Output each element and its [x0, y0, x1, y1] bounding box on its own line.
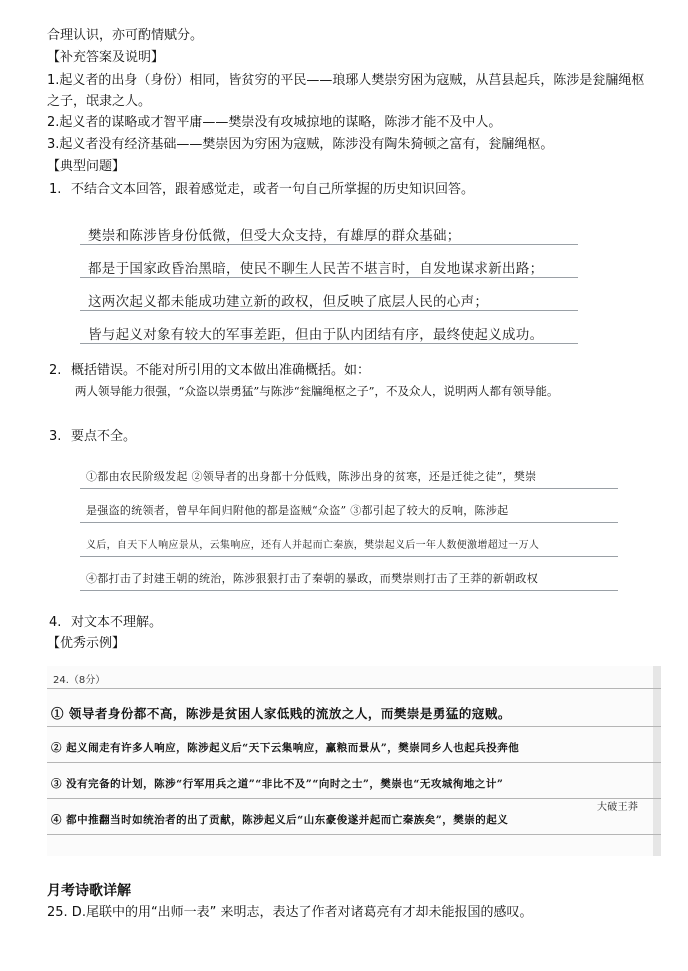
answer-sheet-scan — [47, 666, 661, 856]
typical-item-1 — [49, 180, 474, 200]
excellent-line-2: ② 起义闹走有许多人响应，陈涉起义后“天下云集响应，赢粮而景从”，樊崇同乡人也起兵投奔他 — [51, 742, 520, 754]
scan-edge — [653, 666, 661, 856]
supplement-item-2: 2.起义者的谋略或才智平庸——樊崇没有攻城掠地的谋略，陈涉才能不及中人。 — [47, 115, 502, 130]
supplement-heading: 【补充答案及说明】 — [47, 50, 165, 65]
ruled-line — [80, 244, 578, 245]
ruled-line — [80, 277, 578, 278]
ruled-line — [47, 834, 661, 835]
hw-line-1: 樊崇和陈涉皆身份低微，但受大众支持，有雄厚的群众基础； — [88, 228, 461, 244]
item-number: 1. — [49, 182, 62, 197]
item-number: 2. — [49, 363, 62, 378]
excellent-heading: 【优秀示例】 — [47, 636, 126, 651]
intro-line: 合理认识，亦可酌情赋分。 — [47, 28, 204, 43]
poetry-line: 25. D.尾联中的用“出师一表” 来明志，表达了作者对诸葛亮有才却未能报国的感叹。 — [47, 905, 533, 920]
ruled-line — [80, 310, 578, 311]
hw-line-4: 皆与起义对象有较大的军事差距，但由于队内团结有序，最终使起义成功。 — [88, 327, 544, 343]
ruled-line — [47, 762, 661, 763]
supplement-item-3: 3.起义者没有经济基础——樊崇因为穷困为寇贼，陈涉没有陶朱猗顿之富有，瓮牖绳枢。 — [47, 137, 554, 152]
typical-item-2 — [49, 361, 370, 381]
hw-line-4: ④都打击了封建王朝的统治，陈涉狠狠打击了秦朝的暴政，而樊崇则打击了王莽的新朝政权 — [86, 572, 538, 585]
typical-example: 两人领导能力很强，“众盗以崇勇猛”与陈涉“瓮牖绳枢之子”，不及众人，说明两人都有领导能。 — [75, 384, 559, 398]
handwritten-answer-1 — [80, 212, 578, 352]
item-number: 3. — [49, 429, 62, 444]
item-text: 要点不全。 — [71, 429, 137, 444]
ruled-line — [80, 556, 618, 557]
ruled-line — [47, 798, 661, 799]
item-text: 概括错误。不能对所引用的文本做出准确概括。如： — [71, 363, 371, 378]
item-number: 4. — [49, 615, 62, 630]
hw-line-2: 都是于国家政昏治黑暗，使民不聊生人民苦不堪言时，自发地谋求新出路； — [88, 261, 544, 277]
handwritten-answer-3 — [80, 456, 618, 598]
typical-item-3 — [49, 427, 136, 447]
excellent-line-3: ③ 没有完备的计划，陈涉“行军用兵之道”“非比不及”“向时之士”，樊崇也“无攻城徇地之计” — [51, 778, 504, 790]
excellent-line-4: ④ 都中推翻当时如统治者的出了贡献，陈涉起义后“山东豪俊遂并起而亡秦族矣”，樊崇的起义 — [51, 814, 509, 826]
poetry-heading: 月考诗歌详解 — [47, 883, 131, 899]
hw-line-3: 义后，自天下人响应景从，云集响应，还有人并起而亡秦族，樊崇起义后一年人数便激增超过一万人 — [86, 540, 540, 551]
excellent-line-1: ① 领导者身份都不高，陈涉是贫困人家低贱的流放之人，而樊崇是勇猛的寇贼。 — [51, 706, 511, 721]
ruled-line — [80, 488, 618, 489]
item-text: 对文本不理解。 — [71, 615, 163, 630]
question-label: 24.（8分） — [53, 675, 106, 686]
typical-heading: 【典型问题】 — [47, 159, 126, 174]
supplement-item-1: 1.起义者的出身（身份）相同，皆贫穷的平民——琅琊人樊崇穷困为寇贼，从莒县起兵，陈涉是瓮牖绳枢之子，氓隶之人。 — [47, 73, 645, 109]
excellent-note: 大破王莽 — [597, 802, 639, 813]
ruled-line — [47, 726, 661, 727]
item-text: 不结合文本回答，跟着感觉走，或者一句自己所掌握的历史知识回答。 — [71, 182, 475, 197]
ruled-line — [80, 590, 618, 591]
hw-line-3: 这两次起义都未能成功建立新的政权，但反映了底层人民的心声； — [88, 294, 489, 310]
typical-item-4 — [49, 613, 162, 633]
hw-line-1: ①都由农民阶级发起 ②领导者的出身都十分低贱，陈涉出身的贫寒，还是迁徙之徒”，樊崇 — [86, 470, 537, 483]
ruled-line — [47, 688, 661, 689]
hw-line-2: 是强盗的统领者，曾早年间归附他的都是盗贼“众盗” ③都引起了较大的反响，陈涉起 — [86, 504, 509, 517]
ruled-line — [80, 522, 618, 523]
ruled-line — [80, 343, 578, 344]
